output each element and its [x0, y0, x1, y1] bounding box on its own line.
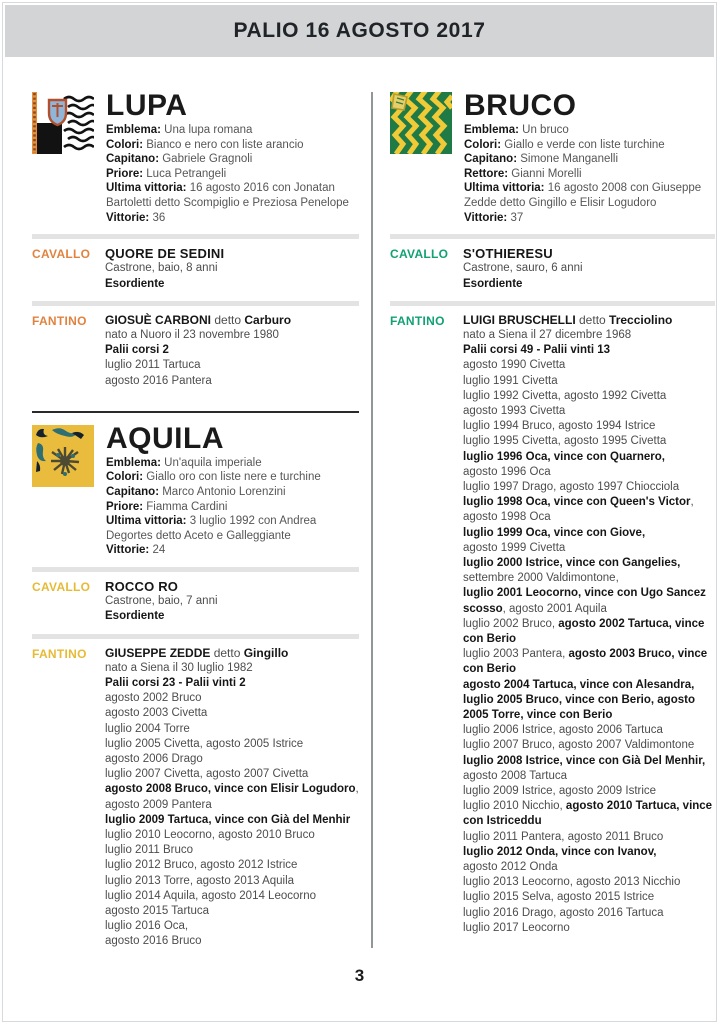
jockey-name: GIOSUÈ CARBONI detto Carburo: [105, 312, 292, 327]
text-line: agosto 2008 Bruco, vince con Elisir Logudoro, agosto 2009 Pantera: [105, 783, 359, 811]
fantino-row: [390, 313, 715, 936]
fantino-label: FANTINO: [390, 313, 445, 328]
detail-line: Capitano: Gabriele Gragnoli: [106, 153, 253, 166]
jockey-name: LUIGI BRUSCHELLI detto Trecciolino: [463, 312, 673, 327]
text-line: Palii corsi 49 - Palii vinti 13: [463, 344, 611, 357]
text-line: luglio 2012 Onda, vince con Ivanov,: [463, 845, 657, 858]
text-line: luglio 2000 Istrice, vince con Gangelies,: [463, 557, 681, 570]
horse-details: [463, 261, 715, 291]
detail-line: Ultima vittoria: 16 agosto 2016 con Jonatan Bartoletti detto Scompiglio e Preziosa Penelope: [106, 182, 349, 209]
detail-line: Colori: Giallo oro con liste nere e turchine: [106, 471, 321, 484]
contrada-section-bruco: [390, 89, 715, 936]
text-line: luglio 2009 Tartuca, vince con Già del Menhir: [105, 813, 351, 826]
fantino-row: [32, 313, 359, 389]
contrada-name: BRUCO: [464, 89, 577, 122]
jockey-career-list: [463, 328, 715, 936]
contrada-header: [390, 89, 715, 225]
fantino-row: [32, 646, 359, 950]
detail-line: Vittorie: 37: [464, 211, 524, 224]
text-line: luglio 2008 Istrice, vince con Già Del Menhir, agosto 2008 Tartuca: [463, 754, 706, 782]
text-line: luglio 2006 Istrice, agosto 2006 Tartuca: [463, 724, 663, 737]
page-title: PALIO 16 AGOSTO 2017: [233, 19, 486, 42]
text-line: Esordiente: [105, 610, 165, 623]
jockey-career-list: [105, 328, 359, 389]
cavallo-row: [32, 579, 359, 625]
page-header-band: [5, 5, 714, 57]
contrada-section-lupa: [32, 89, 359, 389]
detail-line: Priore: Fiamma Cardini: [106, 500, 228, 513]
bruco-flag-icon: [390, 92, 452, 154]
text-line: luglio 1995 Civetta, agosto 1995 Civetta: [463, 435, 667, 448]
horse-name: ROCCO RO: [105, 578, 179, 594]
text-line: luglio 2007 Bruco, agosto 2007 Valdimontone: [463, 739, 695, 752]
aquila-flag-icon: [32, 425, 94, 487]
text-line: Esordiente: [463, 277, 523, 290]
jockey-career-list: [105, 661, 359, 950]
cavallo-label: CAVALLO: [32, 247, 91, 262]
horse-name: QUORE DE SEDINI: [105, 246, 225, 262]
text-line: settembre 2000 Valdimontone,: [463, 572, 619, 585]
fantino-label: FANTINO: [32, 313, 87, 328]
detail-line: Capitano: Simone Manganelli: [464, 153, 619, 166]
text-line: luglio 1998 Oca, vince con Queen's Victor,: [463, 496, 694, 509]
contrada-header: [32, 421, 359, 558]
contrada-section-aquila: [32, 411, 359, 950]
contrada-header: [32, 89, 359, 225]
horse-details: [105, 594, 359, 624]
text-line: agosto 2002 Bruco: [105, 692, 202, 705]
text-line: agosto 1999 Civetta: [463, 541, 566, 554]
text-line: luglio 2014 Aquila, agosto 2014 Leocorno: [105, 889, 317, 902]
horse-details: [105, 261, 359, 291]
text-line: luglio 2004 Torre: [105, 722, 190, 735]
jockey-name: GIUSEPPE ZEDDE detto Gingillo: [105, 645, 289, 660]
text-line: luglio 2005 Civetta, agosto 2005 Istrice: [105, 737, 304, 750]
detail-line: Emblema: Un'aquila imperiale: [106, 456, 262, 469]
text-line: Castrone, baio, 8 anni: [105, 262, 218, 275]
text-line: luglio 2007 Civetta, agosto 2007 Civetta: [105, 768, 309, 781]
text-line: luglio 2010 Nicchio, agosto 2010 Tartuca, vince con Istriceddu: [463, 800, 713, 828]
text-line: agosto 1990 Civetta: [463, 359, 566, 372]
contrada-name: LUPA: [106, 89, 188, 122]
fantino-label: FANTINO: [32, 646, 87, 661]
text-line: nato a Siena il 27 dicembre 1968: [463, 328, 632, 341]
text-line: luglio 2013 Torre, agosto 2013 Aquila: [105, 874, 295, 887]
text-line: nato a Nuoro il 23 novembre 1980: [105, 328, 279, 341]
text-line: luglio 2011 Pantera, agosto 2011 Bruco: [463, 830, 664, 843]
detail-line: Colori: Bianco e nero con liste arancio: [106, 138, 304, 151]
text-line: luglio 2009 Istrice, agosto 2009 Istrice: [463, 785, 657, 798]
text-line: agosto 2015 Tartuca: [105, 905, 210, 917]
cavallo-label: CAVALLO: [32, 579, 91, 594]
text-line: agosto 1996 Oca: [463, 465, 551, 478]
text-line: agosto 2016 Bruco: [105, 935, 202, 948]
detail-line: Ultima vittoria: 16 agosto 2008 con Giuseppe Zedde detto Gingillo e Elisir Logudoro: [464, 182, 702, 209]
text-line: luglio 2016 Oca,: [105, 920, 189, 933]
text-line: luglio 2013 Leocorno, agosto 2013 Nicchio: [463, 876, 681, 889]
contrada-details: [464, 123, 715, 225]
text-line: luglio 1996 Oca, vince con Quarnero,: [463, 450, 665, 463]
text-line: agosto 2016 Pantera: [105, 374, 212, 387]
detail-line: Vittorie: 24: [106, 544, 166, 557]
cavallo-row: [32, 246, 359, 292]
contrada-details: [106, 456, 359, 558]
section-divider-bar: [390, 301, 715, 306]
detail-line: Emblema: Una lupa romana: [106, 124, 253, 136]
text-line: agosto 1998 Oca: [463, 511, 551, 524]
text-line: luglio 2003 Pantera, agosto 2003 Bruco, vince con Berio: [463, 648, 708, 676]
text-line: agosto 2012 Onda: [463, 861, 558, 874]
text-line: luglio 2015 Selva, agosto 2015 Istrice: [463, 891, 655, 904]
contrada-name: AQUILA: [106, 421, 224, 455]
cavallo-row: [390, 246, 715, 292]
text-line: luglio 1992 Civetta, agosto 1992 Civetta: [463, 389, 667, 402]
text-line: luglio 2010 Leocorno, agosto 2010 Bruco: [105, 828, 315, 841]
text-line: Palii corsi 23 - Palii vinti 2: [105, 676, 246, 689]
text-line: Castrone, baio, 7 anni: [105, 595, 218, 608]
horse-name: S'OTHIERESU: [463, 246, 553, 262]
detail-line: Priore: Luca Petrangeli: [106, 167, 227, 180]
detail-line: Emblema: Un bruco: [464, 124, 569, 136]
text-line: luglio 1997 Drago, agosto 1997 Chiocciola: [463, 481, 680, 493]
text-line: luglio 2012 Bruco, agosto 2012 Istrice: [105, 859, 298, 872]
detail-line: Vittorie: 36: [106, 211, 166, 224]
section-divider-bar: [32, 634, 359, 639]
text-line: luglio 2016 Drago, agosto 2016 Tartuca: [463, 906, 664, 919]
lupa-flag-icon: [32, 92, 94, 154]
text-line: Palii corsi 2: [105, 344, 169, 357]
page-number: 3: [354, 966, 365, 985]
text-line: luglio 2011 Bruco: [105, 844, 194, 857]
contrada-details: [106, 123, 359, 225]
left-column: [32, 89, 359, 972]
section-divider-bar: [32, 301, 359, 306]
section-divider-bar: [390, 234, 715, 239]
detail-line: Rettore: Gianni Morelli: [464, 167, 582, 180]
column-divider: [371, 92, 373, 948]
cavallo-label: CAVALLO: [390, 247, 449, 262]
text-line: luglio 1991 Civetta: [463, 374, 558, 387]
text-line: nato a Siena il 30 luglio 1982: [105, 661, 253, 674]
detail-line: Capitano: Marco Antonio Lorenzini: [106, 485, 286, 498]
text-line: luglio 2001 Leocorno, vince con Ugo Sancez scosso, agosto 2001 Aquila: [463, 587, 706, 615]
detail-line: Ultima vittoria: 3 luglio 1992 con Andrea Degortes detto Aceto e Galleggiante: [106, 515, 317, 542]
text-line: Esordiente: [105, 277, 165, 290]
text-line: agosto 1993 Civetta: [463, 404, 566, 417]
text-line: agosto 2004 Tartuca, vince con Alesandra, luglio 2005 Bruco, vince con Berio, agosto 2005 Torre, vince con Berio: [463, 678, 695, 722]
text-line: luglio 2017 Leocorno: [463, 921, 570, 934]
text-line: luglio 2002 Bruco, agosto 2002 Tartuca, vince con Berio: [463, 617, 705, 646]
text-line: luglio 2011 Tartuca: [105, 359, 201, 372]
text-line: agosto 2003 Civetta: [105, 707, 208, 720]
right-column: [390, 89, 715, 958]
text-line: luglio 1994 Bruco, agosto 1994 Istrice: [463, 420, 656, 433]
text-line: luglio 1999 Oca, vince con Giove,: [463, 526, 646, 539]
detail-line: Colori: Giallo e verde con liste turchine: [464, 138, 665, 151]
section-divider-bar: [32, 567, 359, 572]
text-line: agosto 2006 Drago: [105, 752, 203, 765]
text-line: Castrone, sauro, 6 anni: [463, 262, 583, 275]
section-divider-bar: [32, 234, 359, 239]
